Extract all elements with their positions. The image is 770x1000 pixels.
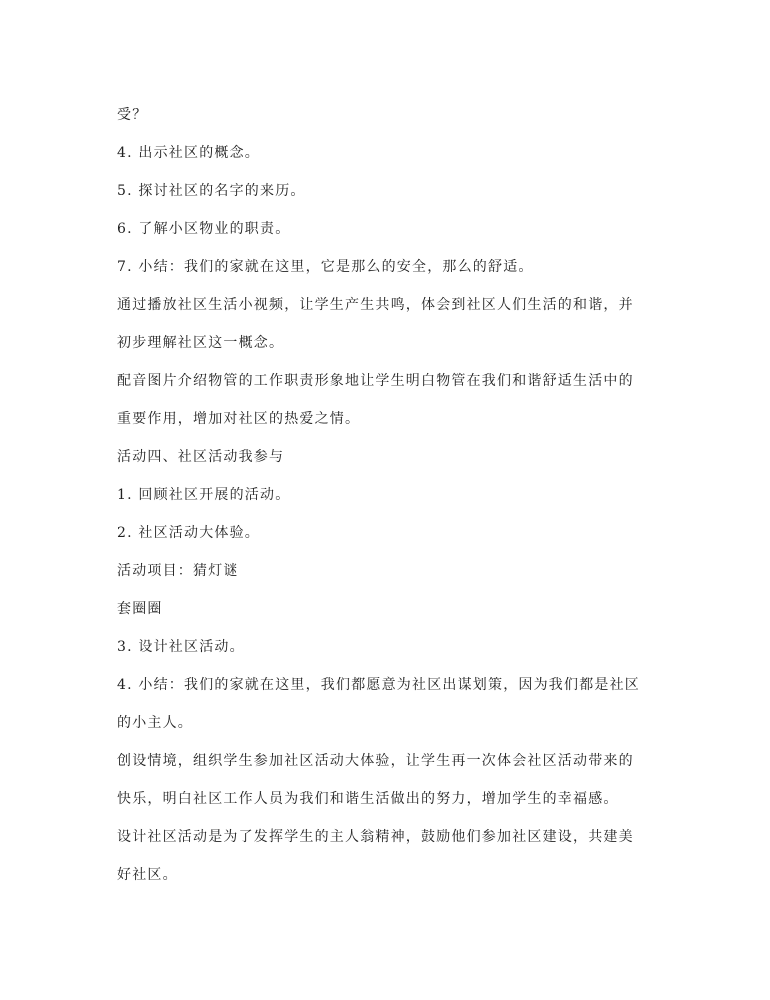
- text-line: 5. 探讨社区的名字的来历。: [117, 183, 306, 199]
- text-line: 2. 社区活动大体验。: [117, 525, 261, 541]
- text-line: 重要作用，增加对社区的热爱之情。: [117, 411, 361, 427]
- text-line: 活动项目：猜灯谜: [117, 563, 239, 579]
- text-line: 6. 了解小区物业的职责。: [117, 221, 291, 237]
- text-line: 初步理解社区这一概念。: [117, 335, 285, 351]
- section-heading: 活动四、社区活动我参与: [117, 449, 285, 465]
- text-line: 创设情境，组织学生参加社区活动大体验，让学生再一次体会社区活动带来的: [117, 753, 634, 769]
- text-line: 4. 小结：我们的家就在这里，我们都愿意为社区出谋划策，因为我们都是社区: [117, 677, 641, 693]
- text-line: 7. 小结：我们的家就在这里，它是那么的安全，那么的舒适。: [117, 259, 534, 275]
- text-line: 套圈圈: [117, 601, 163, 617]
- text-line: 受？: [117, 107, 148, 123]
- text-line: 通过播放社区生活小视频，让学生产生共鸣，体会到社区人们生活的和谐，并: [117, 297, 634, 313]
- text-line: 好社区。: [117, 867, 178, 883]
- text-line: 配音图片介绍物管的工作职责形象地让学生明白物管在我们和谐舒适生活中的: [117, 373, 634, 389]
- text-line: 1. 回顾社区开展的活动。: [117, 487, 291, 503]
- text-line: 的小主人。: [117, 715, 193, 731]
- text-line: 设计社区活动是为了发挥学生的主人翁精神，鼓励他们参加社区建设，共建美: [117, 829, 634, 845]
- text-line: 3. 设计社区活动。: [117, 639, 245, 655]
- text-line: 4. 出示社区的概念。: [117, 145, 261, 161]
- text-line: 快乐，明白社区工作人员为我们和谐生活做出的努力，增加学生的幸福感。: [117, 791, 619, 807]
